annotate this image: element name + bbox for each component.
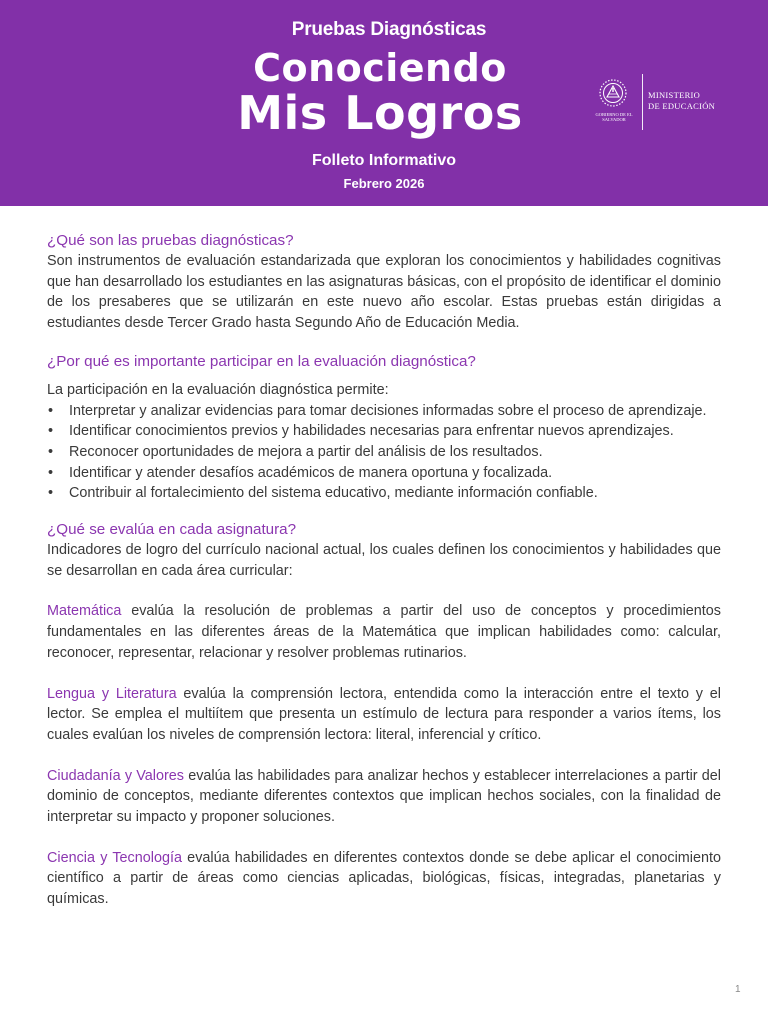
ministerio-text [648, 90, 715, 112]
subject-ciencia [47, 848, 721, 910]
header-date: Febrero 2026 [343, 176, 425, 191]
list-item: • Identificar y atender desafíos académicos de manera oportuna y focalizada. [47, 463, 721, 484]
government-logo [592, 74, 732, 130]
document-body [47, 231, 721, 910]
header-subtitle: Pruebas Diagnósticas [291, 19, 487, 40]
header-banner [0, 0, 768, 206]
header-folleto: Folleto Informativo [312, 152, 456, 169]
subject-name: Lengua y Literatura [47, 685, 177, 702]
subject-name: Ciudadanía y Valores [47, 767, 184, 784]
subject-text: evalúa habilidades en diferentes contextos donde se debe aplicar el conocimiento científico a partir de áreas como ciencias aplicadas, biológicas, físicas, integradas, planetarias y químicas. [47, 849, 721, 908]
subject-ciudadania [47, 766, 721, 828]
logo-divider [642, 74, 643, 130]
subject-lengua [47, 684, 721, 746]
header-title-line2: Mis Logros [237, 86, 523, 140]
paragraph-indicadores: Indicadores de logro del currículo nacional actual, los cuales definen los conocimientos y habilidades que se desarrollan en cada área curricular: [47, 542, 721, 579]
heading-por-que: ¿Por qué es importante participar en la evaluación diagnóstica? [47, 352, 476, 370]
page-number: 1 [735, 984, 741, 995]
heading-que-son: ¿Qué son las pruebas diagnósticas? [47, 232, 294, 249]
subject-text: evalúa las habilidades para analizar hechos y establecer interrelaciones a partir del dominio de conceptos, mediante diferentes contextos que implican hechos sociales, con la finalidad de interpretar su impacto y proponer soluciones. [47, 767, 722, 826]
subject-text: evalúa la comprensión lectora, entendida como la interacción entre el texto y el lector. Se emplea el multiítem que presenta un estímulo de lectura para responder a varios ítems, los cuales evalúan los niveles de comprensión lectora: literal, inferencial y crítico. [47, 685, 721, 743]
ministerio-line2: DE EDUCACIÓN [648, 101, 716, 111]
subject-name: Ciencia y Tecnología [47, 849, 182, 866]
paragraph-participacion: La participación en la evaluación diagnóstica permite: [47, 381, 389, 398]
subject-text: evalúa la resolución de problemas a partir del uso de conceptos y procedimientos fundamentales en las diferentes áreas de la Matemática que implican habilidades como: calcular, reconocer, representar, relacionar y resolver problemas rutinarios. [47, 603, 721, 661]
ministerio-line1: MINISTERIO [648, 90, 701, 100]
subject-matematica [47, 601, 721, 663]
seal-icon [598, 78, 628, 108]
subject-name: Matemática [47, 603, 122, 620]
list-item: • Contribuir al fortalecimiento del sistema educativo, mediante información confiable. [47, 483, 721, 504]
heading-que-se-evalua: ¿Qué se evalúa en cada asignatura? [47, 521, 297, 539]
header-title-line1: Conociendo [253, 46, 507, 90]
list-item: • Interpretar y analizar evidencias para tomar decisiones informadas sobre el proceso de aprendizaje. [47, 401, 721, 422]
list-item: • Reconocer oportunidades de mejora a partir del análisis de los resultados. [47, 442, 721, 463]
gov-small-text: GOBIERNO DE EL SALVADOR [595, 112, 633, 122]
paragraph-que-son: Son instrumentos de evaluación estandarizada que exploran los conocimientos y habilidades cognitivas que han desarrollado los estudiantes en las asignaturas básicas, con el propósito de identificar el dominio de los presaberes que se utilizarán en este nuevo año escolar. Estas pruebas están dirigidas a estudiantes desde Tercer Grado hasta Segundo Año de Educación Media. [47, 253, 721, 332]
benefits-list [47, 401, 721, 505]
list-item: • Identificar conocimientos previos y habilidades necesarias para enfrentar nuevos aprendizajes. [47, 421, 721, 442]
